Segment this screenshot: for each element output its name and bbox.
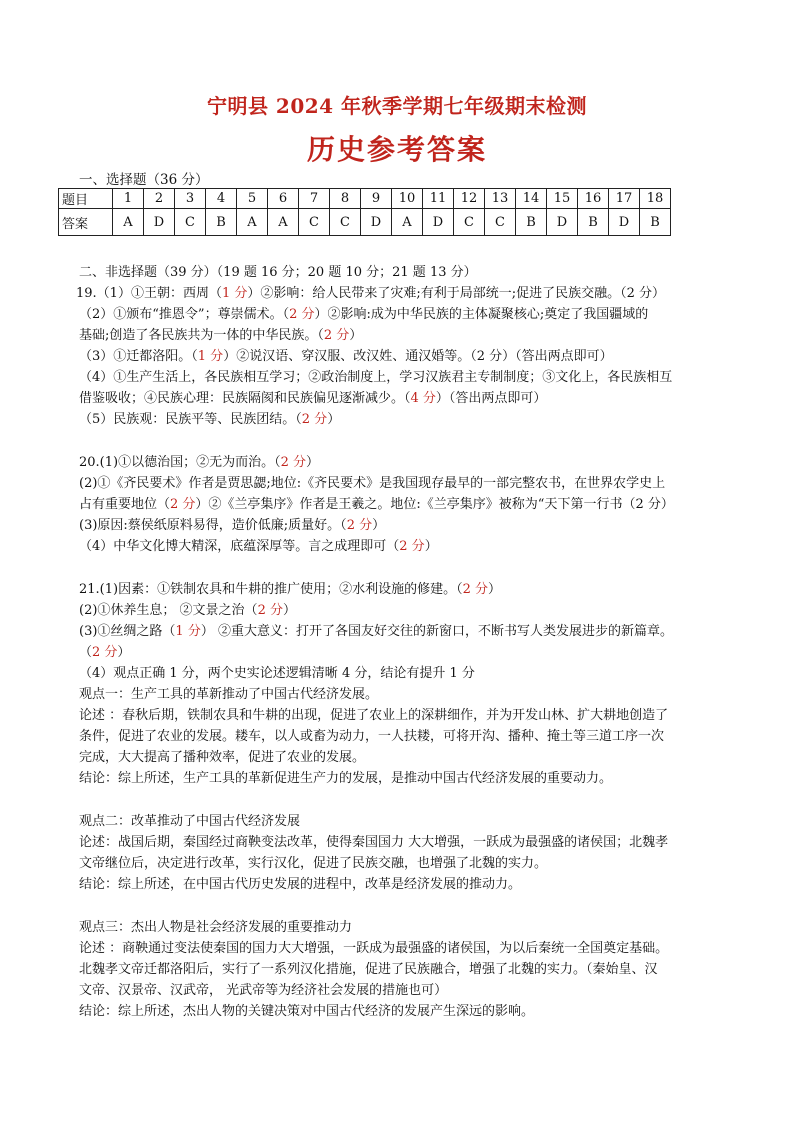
- line-text: 基础;创造了各民族共为一体的中华民族。（: [79, 328, 324, 343]
- score-mark: 2 分: [346, 518, 373, 533]
- line-text: 21.(1)因素：①铁制农具和牛耕的推广使用；②水利设施的修建。（: [79, 582, 463, 597]
- line-text: (3)①丝绸之路（: [79, 624, 176, 639]
- score-mark: 2 分: [301, 412, 328, 427]
- question-number: 6: [268, 189, 299, 209]
- line-text-after: ）②说汉语、穿汉服、改汉姓、通汉婚等。（2 分）（答出两点即可）: [223, 349, 613, 364]
- answer-line: [79, 473, 729, 494]
- viewpoint-3: [79, 917, 729, 1022]
- question-number: 5: [237, 189, 268, 209]
- line-text-after: ） ②重大意义：打开了各国友好交往的新窗口，不断书写人类发展进步的新篇章。: [200, 624, 673, 639]
- score-mark: 2 分: [92, 645, 118, 660]
- line-text: 借鉴吸收；④民族心理：民族隔阂和民族偏见逐渐减少。（: [79, 391, 411, 406]
- line-text-after: ）: [488, 582, 502, 597]
- answer-line: [79, 642, 729, 663]
- answer-cell: D: [547, 209, 578, 236]
- question-number: 14: [516, 189, 547, 209]
- answer-line: [79, 388, 729, 409]
- answer-line: 观点二：改革推动了中国古代经济发展: [79, 814, 301, 829]
- question-number: 2: [144, 189, 175, 209]
- line-text: （: [79, 645, 93, 660]
- line-text: 结论：综上所述，生产工具的革新促进生产力的发展，是推动中国古代经济发展的重要动力。: [79, 771, 613, 786]
- answer-line: [79, 304, 729, 325]
- answer-cell: B: [578, 209, 609, 236]
- question-number: 8: [330, 189, 361, 209]
- answer-line: 结论：综上所述，在中国古代历史发展的进程中，改革是经济发展的推动力。: [79, 877, 522, 892]
- answer-line: [79, 579, 729, 600]
- answer-cell: C: [175, 209, 206, 236]
- answer-line: 文帝继位后，决定进行改革，实行汉化，促进了民族交融，也增强了北魏的实力。: [79, 856, 548, 871]
- answer-cell: A: [113, 209, 144, 236]
- answer-line: 论述：战国后期，秦国经过商鞅变法改革，使得秦国国力 大大增强，一跃成为最强盛的诸侯国；北魏孝: [79, 835, 669, 850]
- answer-line: [79, 452, 729, 473]
- spacer: [79, 895, 729, 917]
- question-number: 15: [547, 189, 578, 209]
- line-text: 论述 ：春秋后期，铁制农具和牛耕的出现，促进了农业上的深耕细作，并为开发山林、扩大耕地创造了: [79, 708, 669, 723]
- line-text: （5）民族观：民族平等、民族团结。（: [79, 412, 302, 427]
- answer-cell: B: [206, 209, 237, 236]
- spacer: [79, 557, 729, 579]
- answer-line: 论述 ：商鞅通过变法使秦国的国力大大增强，一跃成为最强盛的诸侯国，为以后秦统一全国奠定基础。: [79, 941, 669, 956]
- line-text-after: ）（答出两点即可）: [435, 391, 547, 406]
- question-number: 7: [299, 189, 330, 209]
- score-mark: 2 分: [280, 455, 306, 470]
- score-mark: 2 分: [462, 582, 488, 597]
- question-number: 9: [361, 189, 392, 209]
- answer-line: [79, 621, 729, 642]
- line-text: （4）中华文化博大精深，底蕴深厚等。言之成理即可（: [79, 539, 400, 554]
- answer-cell: D: [144, 209, 175, 236]
- answer-cell: D: [423, 209, 454, 236]
- score-mark: 2 分: [257, 603, 283, 618]
- answer-line: [79, 684, 729, 705]
- line-text: (2)①休养生息； ②文景之治（: [79, 603, 258, 618]
- answer-cell: D: [609, 209, 640, 236]
- answer-line: [79, 705, 729, 726]
- answer-title: 历史参考答案: [306, 133, 487, 166]
- line-text: (2)①《齐民要术》作者是贾思勰;地位:《齐民要术》是我国现存最早的一部完整农书，在世界农学史上: [79, 476, 666, 491]
- question-20: [79, 452, 729, 557]
- score-mark: 4 分: [410, 391, 436, 406]
- question-21: [79, 579, 729, 789]
- question-19: [76, 283, 729, 430]
- line-text-after: ）②影响：给人民带来了灾难;有利于局部统一;促进了民族交融。（2 分）: [247, 286, 666, 301]
- line-text: （3）①迁都洛阳。（: [79, 349, 198, 364]
- answer-line: [79, 367, 729, 388]
- answer-row: [59, 209, 671, 236]
- answer-line: [79, 409, 729, 430]
- line-text: (3)原因:蔡侯纸原料易得，造价低廉;质量好。（: [79, 518, 347, 533]
- answer-line: [79, 515, 729, 536]
- line-text-after: ）: [327, 412, 341, 427]
- question-number: 1: [113, 189, 144, 209]
- spacer: [79, 789, 729, 811]
- question-number-row: [59, 189, 671, 209]
- answer-cell: B: [516, 209, 547, 236]
- question-number: 16: [578, 189, 609, 209]
- line-text-after: ）: [306, 455, 320, 470]
- score-mark: 2 分: [289, 307, 315, 322]
- question-number: 12: [454, 189, 485, 209]
- line-text: 占有重要地位（: [79, 497, 171, 512]
- answer-line: [79, 747, 729, 768]
- answer-line: 观点三：杰出人物是社会经济发展的重要推动力: [79, 920, 353, 935]
- answer-line: [79, 494, 729, 515]
- line-text-after: ）: [349, 328, 363, 343]
- answer-cell: A: [237, 209, 268, 236]
- answer-table: [58, 188, 671, 236]
- spacer: [79, 430, 729, 452]
- score-mark: 1 分: [197, 349, 224, 364]
- answer-line: [79, 346, 729, 367]
- line-text: （2）①颁布“推恩令”；尊崇儒术。（: [79, 307, 290, 322]
- line-text-after: ）②影响:成为中华民族的主体凝聚核心;奠定了我国疆域的: [314, 307, 649, 322]
- question-number: 3: [175, 189, 206, 209]
- question-number: 13: [485, 189, 516, 209]
- answer-cell: C: [485, 209, 516, 236]
- exam-title: 宁明县 2024 年秋季学期七年级期末检测: [206, 94, 588, 118]
- answer-line: [76, 283, 729, 304]
- score-mark: 2 分: [323, 328, 350, 343]
- line-text: （4）①生产生活上，各民族相互学习；②政治制度上，学习汉族君主专制制度；③文化上，各民族相互: [79, 370, 673, 385]
- line-text: 条件，促进了农业的发展。耧车，以人或畜为动力，一人扶耧，可将开沟、播种、掩土等三道工序一次: [79, 729, 665, 744]
- line-text: （4）观点正确 1 分，两个史实论述逻辑清晰 4 分，结论有提升 1 分: [79, 666, 475, 681]
- line-text: 完成，大大提高了播种效率，促进了农业的发展。: [79, 750, 366, 765]
- question-number: 10: [392, 189, 423, 209]
- answer-line: 文帝、汉景帝、汉武帝， 光武帝等为经济社会发展的措施也可）: [79, 983, 448, 998]
- answer-cell: D: [361, 209, 392, 236]
- answer-line: [79, 726, 729, 747]
- score-mark: 1 分: [221, 286, 248, 301]
- answer-line: 结论：综上所述，杰出人物的关键决策对中国古代经济的发展产生深远的影响。: [79, 1004, 535, 1019]
- answer-cell: C: [299, 209, 330, 236]
- section1-heading: 一、选择题（36 分）: [79, 172, 209, 188]
- row-label-answer: 答案: [59, 209, 113, 236]
- answer-cell: C: [330, 209, 361, 236]
- question-number: 17: [609, 189, 640, 209]
- line-text: 观点一：生产工具的革新推动了中国古代经济发展。: [79, 687, 379, 702]
- answer-line: 北魏孝文帝迁都洛阳后，实行了一系列汉化措施，促进了民族融合，增强了北魏的实力。（秦始皇、汉: [79, 962, 658, 977]
- row-label-question: 题目: [59, 189, 113, 209]
- line-text-after: ）: [117, 645, 131, 660]
- answer-line: [79, 663, 729, 684]
- answer-cell: B: [640, 209, 671, 236]
- score-mark: 2 分: [170, 497, 196, 512]
- question-number: 18: [640, 189, 671, 209]
- answer-cell: C: [454, 209, 485, 236]
- line-text-after: ）②《兰亭集序》作者是王羲之。地位:《兰亭集序》被称为“天下第一行书（2 分）: [195, 497, 674, 512]
- section2-body: [76, 262, 729, 1022]
- line-text-after: ）: [282, 603, 296, 618]
- score-mark: 2 分: [399, 539, 425, 554]
- answer-line: [79, 536, 729, 557]
- line-text: 19.（1）①王朝：西周（: [76, 286, 222, 301]
- question-number: 11: [423, 189, 454, 209]
- line-text-after: ）: [424, 539, 438, 554]
- answer-line: [79, 600, 729, 621]
- line-text-after: ）: [372, 518, 386, 533]
- section2-heading: 二、非选择题（39 分）（19 题 16 分；20 题 10 分；21 题 13 分）: [79, 265, 477, 280]
- answer-line: [79, 768, 729, 789]
- line-text: 20.(1)①以德治国；②无为而治。（: [79, 455, 281, 470]
- score-mark: 1 分: [175, 624, 201, 639]
- viewpoint-2: [79, 811, 729, 895]
- answer-cell: A: [392, 209, 423, 236]
- question-number: 4: [206, 189, 237, 209]
- answer-line: [79, 325, 729, 346]
- answer-cell: A: [268, 209, 299, 236]
